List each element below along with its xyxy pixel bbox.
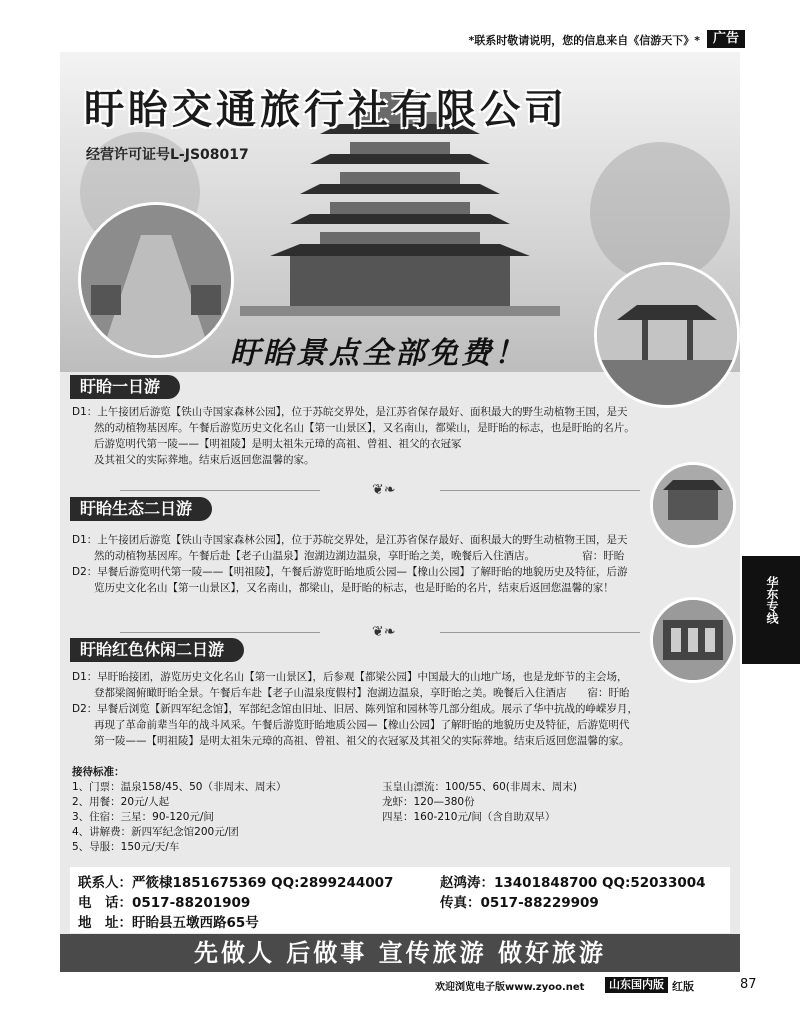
standards-heading: 接待标准： [72,766,125,778]
standards-row [72,810,672,825]
standard-item: 玉皇山漂流：100/55、60(非周末、周末) [382,781,577,793]
page-number: 87 [740,977,757,992]
ornament-icon: ❦❧ [372,624,396,640]
address: 地 址：盱眙县五墩西路65号 [78,915,259,931]
standard-item: 3、住宿：三星：90-120元/间 [72,811,214,823]
section-heading-eco-two-day: 盱眙生态二日游 [70,497,212,521]
section-body-red-two-day [72,669,732,749]
section-side-tab [742,556,800,664]
hero-banner [60,52,740,372]
standard-item: 四星：160-210元/间（含自助双早） [382,811,556,823]
advertisement-frame [60,52,740,972]
museum-image [653,600,733,680]
itinerary-line: D2：早餐后浏览【新四军纪念馆】，军部纪念馆由旧址、旧居、陈列馆和园林等几部分组成。展示了华中抗战的峥嵘岁月， [72,703,639,715]
standards-row [72,780,672,795]
itinerary-line: 第一陵——【明祖陵】是明太祖朱元璋的高祖、曾祖、祖父的衣冠冢及其祖父的实际葬地。结束后返回您温馨的家。 [94,735,630,747]
itinerary-line: 及其祖父的实际葬地。结束后返回您温馨的家。 [94,454,315,466]
standard-item: 2、用餐：20元/人起 [72,796,170,808]
standard-item: 龙虾：120—380份 [382,796,475,808]
fax: 传真：0517-88229909 [440,895,599,911]
company-title: 盱眙交通旅行社有限公司 [84,87,568,133]
itinerary-line: 览历史文化名山【第一山景区】，又名南山，都梁山，是盱眙的标志，也是盱眙的名片，结束后返回您温馨的家！ [94,582,614,594]
itinerary-line: 登都梁阁俯瞰盱眙全景。午餐后车赴【老子山温泉度假村】泡湖边温泉，享盱眙之美。晚餐后入住酒店 宿：盱眙 [94,687,630,699]
divider [440,632,640,633]
divider [120,632,320,633]
itinerary-line: 然的动植物基因库。午餐后赴【老子山温泉】泡湖边湖边温泉，享盱眙之美，晚餐后入住酒店。 宿：盱眙 [94,550,625,562]
pavilion-photo [594,262,740,408]
header-note: *联系时敬请说明，您的信息来自《信游天下》* [468,34,700,47]
standard-item: 4、讲解费：新四军纪念馆200元/团 [72,826,239,838]
section-heading-red-two-day: 盱眙红色休闲二日游 [70,638,244,662]
license-number: 经营许可证号L-JS08017 [86,147,249,163]
itinerary-line: 然的动植物基因库。午餐后游览历史文化名山【第一山景区】，又名南山，都梁山，是盱眙的标志，也是盱眙的名片。 [94,422,635,434]
standards-row [72,825,672,840]
contact-person-2: 赵鸿涛：13401848700 QQ:52033004 [440,875,706,891]
contact-panel [70,867,730,933]
bottom-slogan: 先做人 后做事 宣传旅游 做好旅游 [60,934,740,972]
itinerary-line: D1：上午接团后游览【铁山寺国家森林公园】，位于苏皖交界处，是江苏省保存最好、面积最大的野生动植物王国，是天 [72,534,628,546]
contact-person: 联系人：严筱棣1851675369 QQ:2899244007 [78,875,394,891]
footer-note: 欢迎浏览电子版www.zyoo.net [435,982,585,993]
reception-standards [72,765,672,855]
section-heading-one-day: 盱眙一日游 [70,375,180,399]
top-bar [0,30,800,50]
ornament-icon: ❦❧ [372,482,396,498]
side-tab-label: 华东专线 [765,576,779,624]
itinerary-line: 再现了革命前辈当年的战斗风采。午餐后游览盱眙地质公园—【橡山公园】了解盱眙的地貌历史及特征，后游览明代 [94,719,630,731]
section-body-eco-two-day [72,532,732,596]
standards-row [72,840,672,855]
tomb-path-photo [78,202,234,358]
ad-tag: 广告 [707,30,745,48]
pavilion-image [597,265,737,405]
itinerary-line: D2：早餐后游览明代第一陵——【明祖陵】，午餐后游览盱眙地质公园—【橡山公园】了解盱眙的地貌历史及特征，后游 [72,566,628,578]
standard-item: 1、门票：温泉158/45、50（非周末、周末） [72,781,287,793]
tomb-path-image [81,205,231,355]
divider [440,490,640,491]
footer [0,976,800,996]
section-body-one-day [72,404,732,468]
free-attractions-slogan: 盱眙景点全部免费！ [230,336,527,371]
standards-row [72,795,672,810]
phone: 电 话：0517-88201909 [78,895,251,911]
version-label: 红版 [672,980,694,993]
itinerary-line: 后游览明代第一陵——【明祖陵】是明太祖朱元璋的高祖、曾祖、祖父的衣冠冢 [94,438,462,450]
itinerary-line: D1：早盱眙接团，游览历史文化名山【第一山景区】，后参观【都梁公园】中国最大的山地广场，也是龙虾节的主会场， [72,671,628,683]
standard-item: 5、导服：150元/天/车 [72,841,180,853]
itinerary-line: D1：上午接团后游览【铁山寺国家森林公园】，位于苏皖交界处，是江苏省保存最好、面积最大的野生动植物王国，是天 [72,406,628,418]
divider [120,490,320,491]
edition-tag: 山东国内版 [605,977,668,993]
